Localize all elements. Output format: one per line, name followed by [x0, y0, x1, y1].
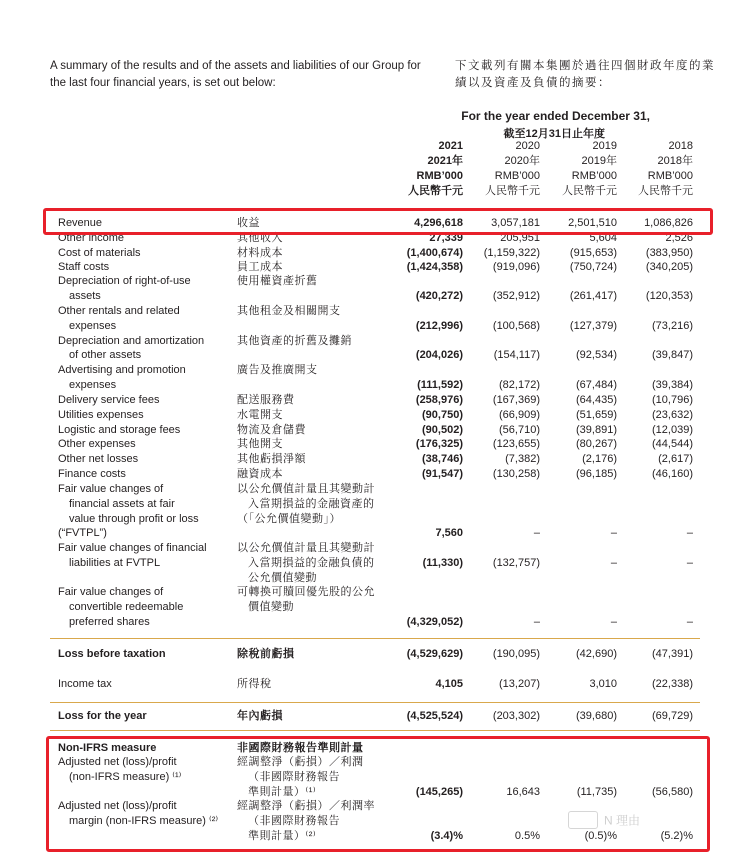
value-cell: 3,010 [589, 678, 617, 690]
year-label-zh: 2021年 [427, 155, 463, 167]
unit-label: RMB’000 [647, 170, 693, 182]
value-cell: (258,976) [415, 393, 463, 406]
summary-label: Income tax [58, 678, 112, 690]
value-cell: 5,604 [589, 231, 617, 244]
row-label-zh: 經調整淨（虧損）／利潤 [237, 756, 364, 768]
row-label: expenses [69, 319, 117, 332]
value-cell: 7,560 [435, 527, 463, 540]
value-cell: (7,382) [505, 453, 540, 465]
row-label: Adjusted net (loss)/profit [58, 800, 177, 812]
row-label: Other income [58, 231, 125, 244]
value-cell: (80,267) [576, 438, 617, 450]
value-cell: (39,891) [576, 423, 617, 436]
value-cell: (23,632) [652, 408, 693, 421]
row-label-zh: （非國際財務報告 [248, 814, 340, 827]
value-cell: 4,296,618 [414, 217, 463, 229]
row-label-zh: 其他租金及相關開支 [237, 305, 341, 317]
value-cell: (39,384) [652, 378, 693, 391]
value-cell: – [686, 527, 693, 540]
unit-label: RMB’000 [416, 170, 463, 182]
column-header-2018 [613, 139, 693, 199]
value-cell: (127,379) [569, 319, 617, 332]
value-cell: (111,592) [417, 378, 463, 391]
value-cell: (22,338) [652, 678, 693, 690]
row-label-zh: 公允價值變動 [248, 571, 317, 584]
watermark [568, 811, 748, 833]
year-label-zh: 2018年 [657, 155, 693, 167]
value-cell: (1,400,674) [406, 246, 463, 259]
value-cell: (96,185) [576, 467, 617, 480]
row-label-zh: 其他虧損淨額 [237, 453, 306, 465]
row-label-zh: 準則計量）⁽²⁾ [248, 829, 317, 842]
row-label-zh: 經調整淨（虧損）／利潤率 [237, 800, 375, 812]
value-cell: 4,105 [435, 678, 463, 690]
column-header-2019 [537, 139, 617, 199]
row-label: Delivery service fees [58, 393, 160, 406]
row-rule [50, 702, 700, 703]
value-cell: (203,302) [492, 710, 540, 722]
value-cell: 1,086,826 [644, 217, 693, 229]
row-label: Fair value changes of [58, 586, 164, 598]
row-label: margin (non-IFRS measure) ⁽²⁾ [69, 814, 219, 827]
value-cell: (56,710) [499, 423, 540, 436]
value-cell: (46,160) [652, 467, 693, 480]
row-label-zh: 其他收入 [237, 231, 283, 244]
watermark-logo-icon [568, 811, 598, 829]
value-cell: (12,039) [652, 423, 693, 436]
row-label-zh: 收益 [237, 217, 260, 229]
unit-label-zh: 人民幣千元 [562, 185, 617, 197]
row-label: of other assets [69, 349, 142, 362]
row-label: Fair value changes of [58, 483, 164, 495]
row-rule [50, 730, 700, 731]
year-label: 2021 [438, 140, 463, 152]
value-cell: – [686, 556, 693, 569]
row-label-zh: 其他開支 [237, 438, 283, 450]
value-cell: (39,847) [652, 349, 693, 362]
row-label: convertible redeemable [69, 600, 184, 613]
row-label: liabilities at FVTPL [69, 556, 161, 569]
row-label-zh: 價值變動 [248, 600, 294, 613]
row-label-zh: 水電開支 [237, 408, 283, 421]
row-label: Utilities expenses [58, 408, 144, 421]
row-label-zh: 融資成本 [237, 467, 283, 480]
value-cell: (56,580) [652, 785, 693, 798]
value-cell: – [533, 615, 540, 628]
watermark-text: N 理由 [604, 813, 641, 828]
value-cell: 3,057,181 [491, 217, 540, 229]
row-label: (non-IFRS measure) ⁽¹⁾ [69, 770, 182, 783]
period-header-chinese: 截至12月31日止年度 [503, 128, 605, 140]
value-cell: (212,996) [415, 319, 463, 332]
value-cell: (383,950) [645, 246, 693, 259]
value-cell: (176,325) [415, 438, 463, 450]
value-cell: 0.5% [514, 829, 540, 842]
row-label: Depreciation of right-of-use [58, 275, 191, 287]
value-cell: (90,502) [422, 423, 463, 436]
value-cell: 2,526 [665, 231, 693, 244]
row-label: Fair value changes of financial [58, 542, 207, 554]
value-cell: (190,095) [492, 648, 540, 660]
row-label-zh: 配送服務費 [237, 393, 295, 406]
value-cell: (4,529,629) [406, 648, 463, 660]
revenue-highlight-box [43, 208, 713, 235]
value-cell: (11,735) [576, 785, 617, 798]
column-header-2020 [460, 139, 540, 199]
value-cell: (11,330) [422, 556, 463, 569]
row-label: Depreciation and amortization [58, 334, 205, 347]
row-label: Other net losses [58, 453, 139, 465]
value-cell: – [533, 527, 540, 540]
row-label-zh: 以公允價值計量且其變動計 [237, 542, 375, 554]
row-label: assets [69, 289, 101, 302]
row-label: (“FVTPL”) [58, 527, 107, 540]
row-label-zh: 入當期損益的金融負債的 [248, 556, 375, 569]
row-label: Cost of materials [58, 246, 141, 259]
value-cell: 16,643 [506, 785, 540, 798]
value-cell: (4,329,052) [406, 615, 463, 628]
row-label: Revenue [58, 217, 103, 229]
value-cell: (132,757) [492, 556, 540, 569]
value-cell: (340,205) [645, 261, 693, 273]
value-cell: (91,547) [422, 467, 463, 480]
value-cell: (352,912) [492, 289, 540, 302]
row-label: Logistic and storage fees [58, 423, 181, 436]
unit-label: RMB’000 [494, 170, 540, 182]
row-label-zh: 準則計量）⁽¹⁾ [248, 785, 317, 798]
unit-label-zh: 人民幣千元 [485, 185, 540, 197]
value-cell: (64,435) [576, 393, 617, 406]
row-label-zh: 物流及倉儲費 [237, 423, 306, 436]
value-cell: – [610, 527, 617, 540]
unit-label-zh: 人民幣千元 [638, 185, 693, 197]
value-cell: (0.5)% [584, 829, 617, 842]
value-cell: (3.4)% [430, 829, 463, 842]
unit-label: RMB’000 [571, 170, 617, 182]
value-cell: (67,484) [576, 378, 617, 391]
value-cell: (2,176) [582, 453, 617, 465]
summary-label: Loss for the year [58, 710, 147, 722]
row-label-zh: （「公允價值變動」） [237, 512, 341, 525]
row-label: expenses [69, 378, 117, 391]
summary-label-zh: 年內虧損 [237, 710, 283, 722]
summary-label-zh: 所得稅 [237, 678, 272, 690]
value-cell: (750,724) [569, 261, 617, 273]
value-cell: (73,216) [652, 319, 693, 332]
non-ifrs-title-zh: 非國際財務報告準則計量 [237, 742, 364, 754]
value-cell: (2,617) [658, 453, 693, 465]
value-cell: (130,258) [492, 467, 540, 480]
row-rule [50, 638, 700, 639]
intro-chinese: 下文載列有關本集團於過往四個財政年度的業績以及資產及負債的摘要： [455, 60, 715, 89]
value-cell: (123,655) [492, 438, 540, 450]
row-label: preferred shares [69, 615, 150, 628]
value-cell: (919,096) [492, 261, 540, 273]
value-cell: (13,207) [499, 678, 540, 690]
value-cell: (82,172) [499, 378, 540, 391]
year-label-zh: 2019年 [581, 155, 617, 167]
value-cell: (261,417) [569, 289, 617, 302]
row-label: financial assets at fair [69, 497, 175, 510]
value-cell: (69,729) [652, 710, 693, 722]
row-label-zh: 員工成本 [237, 261, 283, 273]
period-header-english: For the year ended December 31, [461, 109, 650, 123]
value-cell: (167,369) [492, 393, 540, 406]
value-cell: (90,750) [422, 408, 463, 421]
year-label: 2020 [515, 140, 540, 152]
value-cell: (1,424,358) [406, 261, 463, 273]
row-label: Other rentals and related [58, 305, 180, 317]
value-cell: (39,680) [576, 710, 617, 722]
value-cell: (47,391) [652, 648, 693, 660]
value-cell: (42,690) [576, 648, 617, 660]
value-cell: (66,909) [499, 408, 540, 421]
row-label: Advertising and promotion [58, 364, 186, 376]
row-label-zh: 廣告及推廣開支 [237, 364, 318, 376]
row-label-zh: （非國際財務報告 [248, 770, 340, 783]
value-cell: (51,659) [576, 408, 617, 421]
value-cell: (915,653) [569, 246, 617, 259]
row-label-zh: 入當期損益的金融資產的 [248, 497, 375, 510]
row-label: Finance costs [58, 467, 126, 480]
value-cell: 2,501,510 [568, 217, 617, 229]
row-label-zh: 其他資產的折舊及攤銷 [237, 334, 352, 347]
value-cell: 205,951 [500, 231, 540, 244]
year-label-zh: 2020年 [504, 155, 540, 167]
value-cell: (420,272) [415, 289, 463, 302]
value-cell: 27,339 [429, 231, 463, 244]
intro-english: A summary of the results and of the assets and liabilities of our Group for the last four financial years, is set out below: [50, 60, 421, 89]
row-label-zh: 可轉換可贖回優先股的公允 [237, 586, 375, 598]
value-cell: (204,026) [415, 349, 463, 362]
column-header-2021 [383, 139, 463, 199]
row-label: Staff costs [58, 261, 110, 273]
value-cell: (4,525,524) [406, 710, 463, 722]
row-label-zh: 材料成本 [237, 246, 283, 259]
row-label: value through profit or loss [69, 512, 199, 525]
value-cell: – [610, 556, 617, 569]
value-cell: (10,796) [652, 393, 693, 406]
row-label: Other expenses [58, 438, 136, 450]
value-cell: (1,159,322) [483, 246, 540, 259]
value-cell: (92,534) [576, 349, 617, 362]
year-label: 2018 [668, 140, 693, 152]
non-ifrs-highlight-box [46, 736, 710, 852]
non-ifrs-title: Non-IFRS measure [58, 742, 157, 754]
value-cell: (100,568) [492, 319, 540, 332]
row-label-zh: 使用權資產折舊 [237, 275, 318, 287]
value-cell: (44,544) [652, 438, 693, 450]
value-cell: (5.2)% [660, 829, 693, 842]
summary-label-zh: 除稅前虧損 [237, 648, 295, 660]
value-cell: (145,265) [415, 785, 463, 798]
value-cell: (120,353) [645, 289, 693, 302]
value-cell: (154,117) [493, 349, 540, 362]
value-cell: (38,746) [422, 453, 463, 465]
year-label: 2019 [592, 140, 617, 152]
value-cell: – [610, 615, 617, 628]
row-label: Adjusted net (loss)/profit [58, 756, 177, 768]
row-label-zh: 以公允價值計量且其變動計 [237, 483, 375, 495]
unit-label-zh: 人民幣千元 [408, 185, 463, 197]
summary-label: Loss before taxation [58, 648, 166, 660]
value-cell: – [686, 615, 693, 628]
